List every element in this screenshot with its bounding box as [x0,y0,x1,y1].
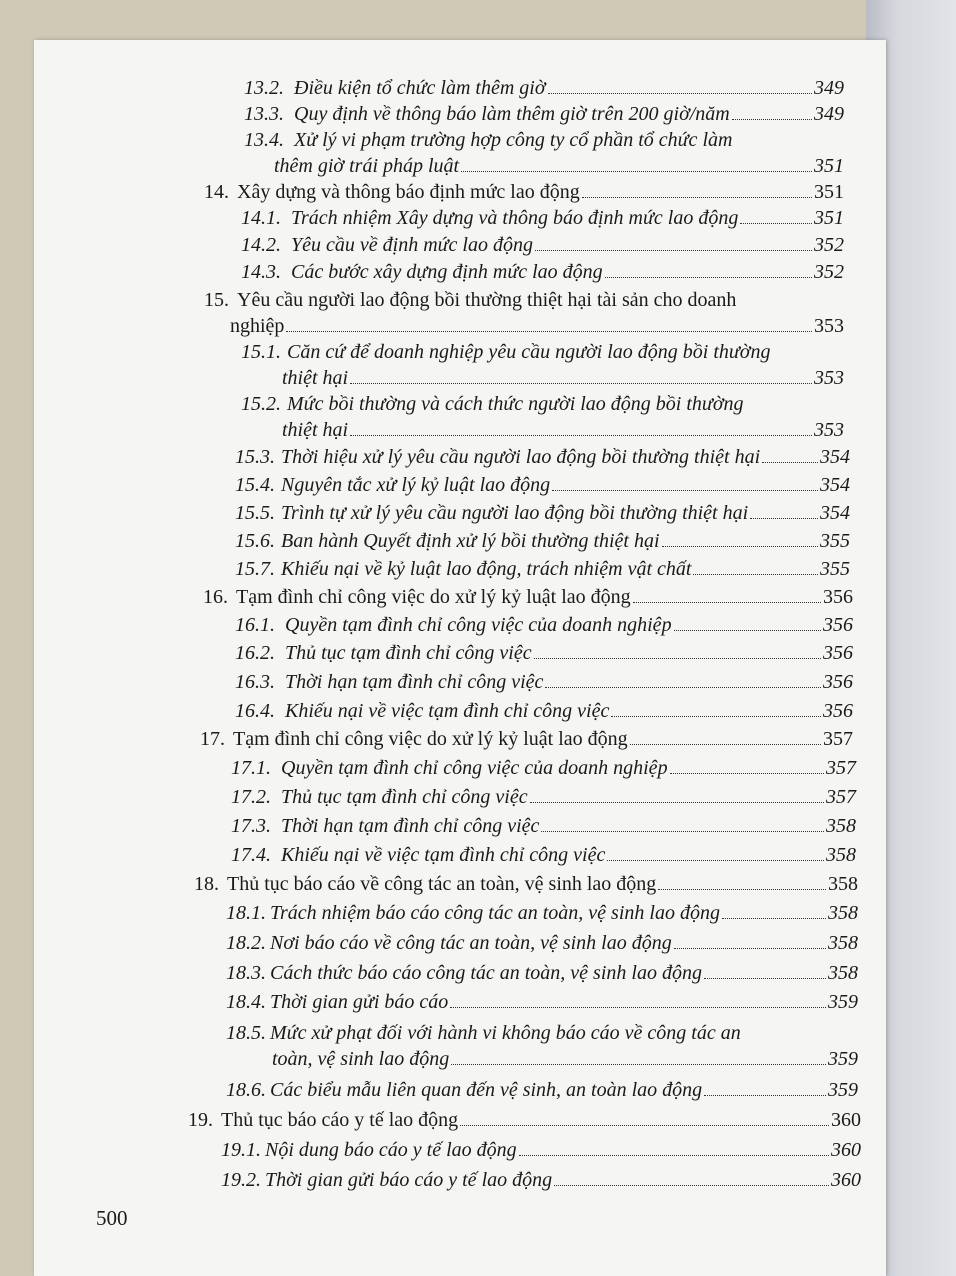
entry-title: Quyền tạm đình chỉ công việc của doanh nghiệp [281,757,668,779]
entry-title: Tạm đình chỉ công việc do xử lý kỷ luật lao động [233,728,628,750]
entry-title: Ban hành Quyết định xử lý bồi thường thiệt hại [281,530,660,552]
toc-entry[interactable] [241,206,844,230]
entry-title: Trách nhiệm báo cáo công tác an toàn, vệ sinh lao động [270,902,720,924]
entry-number: 15. [204,289,229,311]
entry-title-continuation: nghiệp [230,315,285,337]
entry-title: Xử lý vi phạm trường hợp công ty cổ phần tổ chức làm [294,129,733,151]
entry-title: Xây dựng và thông báo định mức lao động [237,181,580,203]
entry-page: 351 [814,181,844,203]
entry-number: 14.2. [241,234,281,256]
dot-leader [605,276,812,278]
dot-leader [530,801,824,803]
dot-leader [461,170,812,172]
toc-entry[interactable] [231,843,856,867]
entry-title: Thời gian gửi báo cáo [270,991,449,1013]
entry-title: Khiếu nại về kỷ luật lao động, trách nhiệm vật chất [281,558,692,580]
toc-entry[interactable] [244,128,732,152]
entry-number: 18.2. [226,932,266,954]
entry-number: 16.3. [235,671,275,693]
entry-page: 358 [826,844,856,866]
entry-page: 359 [828,991,858,1013]
toc-entry-continuation[interactable] [282,366,844,390]
entry-title: Căn cứ để doanh nghiệp yêu cầu người lao động bồi thường [287,341,771,363]
book-page [34,40,886,1276]
entry-title: Yêu cầu về định mức lao động [291,234,533,256]
dot-leader [750,517,818,519]
entry-number: 15.7. [235,558,275,580]
entry-page: 356 [823,642,853,664]
dot-leader [630,743,821,745]
entry-title: Thủ tục báo cáo y tế lao động [221,1109,459,1131]
toc-entry[interactable] [226,990,858,1014]
entry-title: Quy định về thông báo làm thêm giờ trên 200 giờ/năm [294,103,730,125]
entry-title-continuation: thêm giờ trái pháp luật [274,155,460,177]
entry-number: 13.4. [244,129,284,151]
entry-page: 353 [814,419,844,441]
dot-leader [350,382,812,384]
entry-number: 18.5. [226,1022,266,1044]
dot-leader [740,222,812,224]
entry-page: 357 [826,757,856,779]
entry-number: 13.3. [244,103,284,125]
entry-number: 18.3. [226,962,266,984]
dot-leader [450,1006,826,1008]
toc-entry[interactable] [235,529,850,553]
entry-page: 351 [814,155,844,177]
toc-entry-continuation[interactable] [272,1047,858,1071]
entry-title-continuation: toàn, vệ sinh lao động [272,1048,450,1070]
toc-entry[interactable] [231,814,856,838]
toc-entry-continuation[interactable] [230,314,844,338]
entry-number: 14. [204,181,229,203]
entry-title: Thời gian gửi báo cáo y tế lao động [265,1169,553,1191]
toc-entry[interactable] [235,501,850,525]
toc-entry[interactable] [241,392,744,416]
entry-title: Thời hạn tạm đình chỉ công việc [285,671,544,693]
entry-title: Mức bồi thường và cách thức người lao động bồi thường [287,393,744,415]
entry-page: 354 [820,502,850,524]
entry-number: 15.6. [235,530,275,552]
entry-title-continuation: thiệt hại [282,367,349,389]
entry-title: Yêu cầu người lao động bồi thường thiệt hại tài sản cho doanh [237,289,737,311]
toc-entry[interactable] [241,340,770,364]
page-number: 500 [96,1206,128,1230]
toc-entry[interactable] [235,641,853,665]
entry-page: 359 [828,1079,858,1101]
entry-number: 19.1. [221,1139,261,1161]
entry-number: 15.5. [235,502,275,524]
entry-number: 17.1. [231,757,271,779]
entry-title: Thủ tục tạm đình chỉ công việc [285,642,532,664]
entry-number: 19. [188,1109,213,1131]
entry-page: 358 [828,962,858,984]
toc-entry[interactable] [221,1168,861,1192]
dot-leader [545,686,821,688]
entry-page: 352 [814,234,844,256]
entry-number: 14.1. [241,207,281,229]
entry-page: 357 [826,786,856,808]
entry-page: 358 [828,873,858,895]
entry-number: 16. [203,586,228,608]
entry-number: 17.3. [231,815,271,837]
entry-title: Thời hiệu xử lý yêu cầu người lao động bồi thường thiệt hại [281,446,761,468]
dot-leader [607,859,824,861]
entry-page: 356 [823,700,853,722]
entry-title: Các bước xây dựng định mức lao động [291,261,603,283]
toc-entry[interactable] [235,613,853,637]
entry-title: Trách nhiệm Xây dựng và thông báo định mức lao động [291,207,739,229]
dot-leader [704,1094,826,1096]
entry-page: 355 [820,530,850,552]
entry-page: 357 [823,728,853,750]
dot-leader [519,1154,829,1156]
dot-leader [693,573,818,575]
toc-entry[interactable] [235,445,850,469]
dot-leader [704,977,826,979]
entry-page: 355 [820,558,850,580]
entry-page: 356 [823,614,853,636]
dot-leader [541,830,824,832]
dot-leader [674,947,826,949]
entry-title: Thủ tục tạm đình chỉ công việc [281,786,528,808]
entry-page: 356 [823,671,853,693]
dot-leader [722,917,826,919]
toc-entry[interactable] [235,473,850,497]
table-of-contents [34,40,886,1276]
toc-entry[interactable] [235,699,853,723]
toc-entry-continuation[interactable] [274,154,844,178]
dot-leader [762,461,818,463]
entry-title: Tạm đình chỉ công việc do xử lý kỷ luật lao động [236,586,631,608]
toc-entry[interactable] [200,727,853,751]
entry-page: 352 [814,261,844,283]
toc-entry[interactable] [226,961,858,985]
dot-leader [658,888,826,890]
dot-leader [670,772,824,774]
entry-page: 353 [814,315,844,337]
toc-entry[interactable] [244,76,844,100]
entry-title: Thủ tục báo cáo về công tác an toàn, vệ sinh lao động [227,873,657,895]
entry-number: 14.3. [241,261,281,283]
dot-leader [350,434,812,436]
entry-number: 16.1. [235,614,275,636]
toc-entry[interactable] [204,180,844,204]
toc-entry[interactable] [235,557,850,581]
dot-leader [674,629,821,631]
entry-page: 353 [814,367,844,389]
entry-number: 15.2. [241,393,281,415]
entry-title: Quyền tạm đình chỉ công việc của doanh nghiệp [285,614,672,636]
toc-entry[interactable] [226,1021,741,1045]
entry-title: Cách thức báo cáo công tác an toàn, vệ sinh lao động [270,962,702,984]
entry-number: 18.4. [226,991,266,1013]
entry-page: 349 [814,103,844,125]
dot-leader [535,249,812,251]
entry-number: 17.2. [231,786,271,808]
entry-number: 18.1. [226,902,266,924]
entry-page: 358 [828,902,858,924]
entry-title: Các biểu mẫu liên quan đến vệ sinh, an toàn lao động [270,1079,703,1101]
entry-page: 349 [814,77,844,99]
toc-entry[interactable] [231,785,856,809]
entry-title: Nội dung báo cáo y tế lao động [265,1139,517,1161]
entry-title-continuation: thiệt hại [282,419,349,441]
entry-number: 15.3. [235,446,275,468]
entry-title: Nơi báo cáo về công tác an toàn, vệ sinh lao động [270,932,672,954]
entry-number: 15.4. [235,474,275,496]
entry-page: 360 [831,1169,861,1191]
entry-title: Thời hạn tạm đình chỉ công việc [281,815,540,837]
dot-leader [611,715,821,717]
dot-leader [662,545,818,547]
entry-page: 356 [823,586,853,608]
entry-title: Điều kiện tổ chức làm thêm giờ [294,77,546,99]
entry-title: Khiếu nại về việc tạm đình chỉ công việc [281,844,606,866]
entry-title: Mức xử phạt đối với hành vi không báo cáo về công tác an [270,1022,741,1044]
dot-leader [451,1063,826,1065]
entry-title: Nguyên tắc xử lý kỷ luật lao động [281,474,551,496]
toc-entry[interactable] [244,102,844,126]
entry-number: 13.2. [244,77,284,99]
toc-entry[interactable] [226,901,858,925]
entry-page: 360 [831,1109,861,1131]
toc-entry[interactable] [226,931,858,955]
toc-entry[interactable] [235,670,853,694]
dot-leader [732,118,812,120]
dot-leader [554,1184,829,1186]
entry-number: 17. [200,728,225,750]
toc-entry[interactable] [231,756,856,780]
entry-number: 18.6. [226,1079,266,1101]
entry-number: 16.2. [235,642,275,664]
entry-number: 19.2. [221,1169,261,1191]
toc-entry[interactable] [204,288,736,312]
dot-leader [552,489,818,491]
toc-entry[interactable] [188,1108,861,1132]
toc-entry[interactable] [226,1078,858,1102]
entry-number: 18. [194,873,219,895]
entry-number: 15.1. [241,341,281,363]
entry-number: 16.4. [235,700,275,722]
entry-page: 358 [826,815,856,837]
entry-number: 17.4. [231,844,271,866]
entry-title: Trình tự xử lý yêu cầu người lao động bồi thường thiệt hại [281,502,749,524]
toc-entry[interactable] [241,260,844,284]
dot-leader [534,657,821,659]
toc-entry[interactable] [203,585,853,609]
dot-leader [633,601,821,603]
entry-page: 354 [820,446,850,468]
toc-entry[interactable] [194,872,858,896]
entry-page: 359 [828,1048,858,1070]
entry-page: 358 [828,932,858,954]
entry-title: Khiếu nại về việc tạm đình chỉ công việc [285,700,610,722]
toc-entry[interactable] [241,233,844,257]
dot-leader [460,1124,829,1126]
dot-leader [286,330,812,332]
dot-leader [582,196,812,198]
entry-page: 360 [831,1139,861,1161]
toc-entry[interactable] [221,1138,861,1162]
entry-page: 351 [814,207,844,229]
dot-leader [548,92,812,94]
entry-page: 354 [820,474,850,496]
toc-entry-continuation[interactable] [282,418,844,442]
